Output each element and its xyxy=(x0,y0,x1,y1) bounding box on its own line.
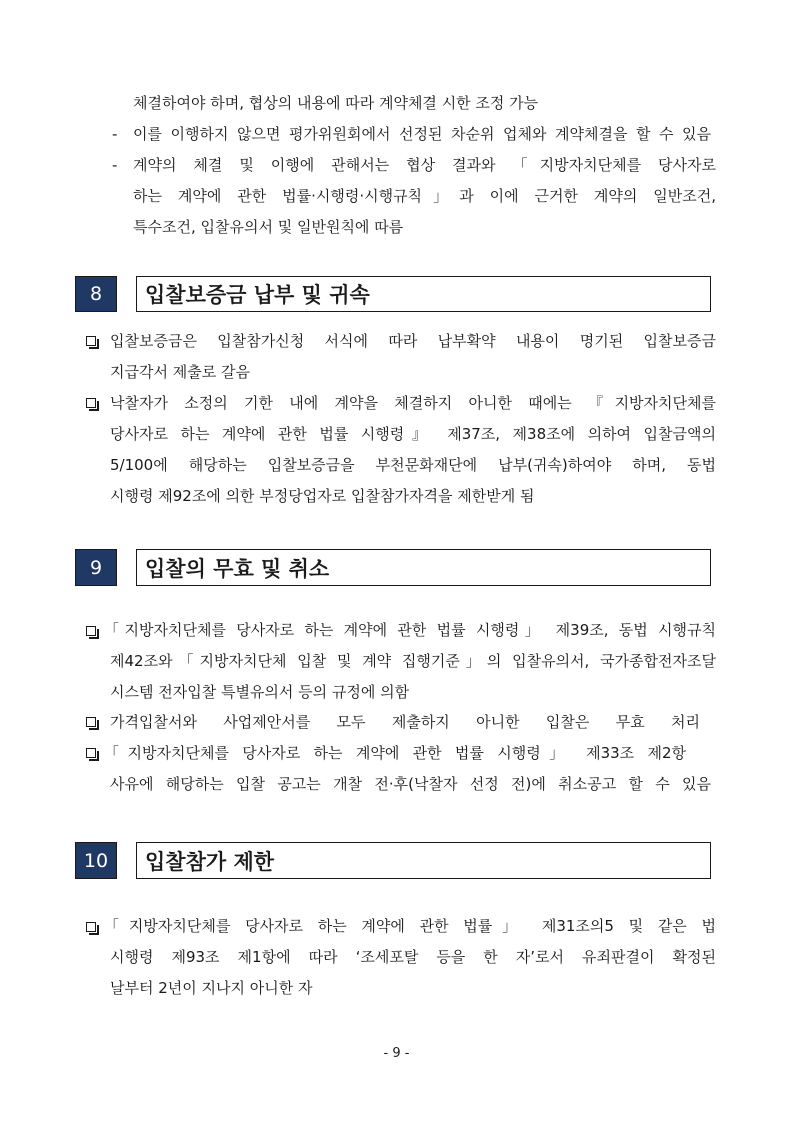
section-8-bullet-2-line: 시행령 제92조에 의한 부정당업자로 입찰참가자격을 제한받게 됨 xyxy=(110,487,535,505)
intro-item-line: 이를 이행하지 않으면 평가위원회에서 선정된 차순위 업체와 계약체결을 할 수 있음 xyxy=(133,125,711,143)
section-number-8: 8 xyxy=(75,276,117,312)
section-title-10: 입찰참가 제한 xyxy=(136,842,711,879)
section-10-bullet-1-line: 「지방자치단체를 당사자로 하는 계약에 관한 법률」 제31조의5 및 같은 법 xyxy=(104,917,716,935)
section-9-bullet-3-line: 「지방자치단체를 당사자로 하는 계약에 관한 법률 시행령」 제33조 제2항 xyxy=(104,744,686,762)
checkbox-bullet-icon xyxy=(86,922,96,932)
section-9-bullet-1-line: 제42조와「지방자치단체 입찰 및 계약 집행기준」의 입찰유의서, 국가종합전자조달 xyxy=(110,652,716,670)
checkbox-bullet-icon xyxy=(86,336,96,346)
section-title-8: 입찰보증금 납부 및 귀속 xyxy=(136,276,711,312)
section-8-bullet-1-line: 지급각서 제출로 갈음 xyxy=(110,363,250,381)
section-9-bullet-1-line: 시스템 전자입찰 특별유의서 등의 규정에 의함 xyxy=(110,683,410,701)
section-8-bullet-1-line: 입찰보증금은 입찰참가신청 서식에 따라 납부확약 내용이 명기된 입찰보증금 xyxy=(110,332,716,350)
intro-continuation-line: 체결하여야 하며, 협상의 내용에 따라 계약체결 시한 조정 가능 xyxy=(133,94,539,112)
section-title-9: 입찰의 무효 및 취소 xyxy=(136,549,711,586)
section-10-bullet-1-line: 시행령 제93조 제1항에 따라 ‘조세포탈 등을 한 자’로서 유죄판결이 확정된 xyxy=(110,948,716,966)
dash-bullet: - xyxy=(112,156,118,174)
intro-item-line: 특수조건, 입찰유의서 및 일반원칙에 따름 xyxy=(133,218,404,236)
section-9-bullet-2-line: 가격입찰서와 사업제안서를 모두 제출하지 아니한 입찰은 무효 처리 xyxy=(110,713,700,731)
checkbox-bullet-icon xyxy=(86,717,96,727)
dash-bullet: - xyxy=(112,125,118,143)
section-number-9: 9 xyxy=(75,549,117,586)
page-number: - 9 - xyxy=(383,1046,410,1061)
checkbox-bullet-icon xyxy=(86,398,96,408)
checkbox-bullet-icon xyxy=(86,748,96,758)
section-8-bullet-2-line: 5/100에 해당하는 입찰보증금을 부천문화재단에 납부(귀속)하여야 하며, 동법 xyxy=(110,456,716,474)
section-8-bullet-2-line: 당사자로 하는 계약에 관한 법률 시행령』 제37조, 제38조에 의하여 입찰금액의 xyxy=(110,425,716,443)
section-number-10: 10 xyxy=(75,842,117,879)
checkbox-bullet-icon xyxy=(86,626,96,636)
section-9-bullet-3-line: 사유에 해당하는 입찰 공고는 개찰 전·후(낙찰자 선정 전)에 취소공고 할 수 있음 xyxy=(110,775,711,793)
section-9-bullet-1-line: 「지방자치단체를 당사자로 하는 계약에 관한 법률 시행령」 제39조, 동법 시행규칙 xyxy=(104,621,716,639)
section-10-bullet-1-line: 날부터 2년이 지나지 아니한 자 xyxy=(110,979,313,997)
intro-item-line: 하는 계약에 관한 법률·시행령·시행규칙」과 이에 근거한 계약의 일반조건, xyxy=(133,187,716,205)
intro-item-line: 계약의 체결 및 이행에 관해서는 협상 결과와 「지방자치단체를 당사자로 xyxy=(133,156,716,174)
section-8-bullet-2-line: 낙찰자가 소정의 기한 내에 계약을 체결하지 아니한 때에는 『지방자치단체를 xyxy=(110,394,716,412)
